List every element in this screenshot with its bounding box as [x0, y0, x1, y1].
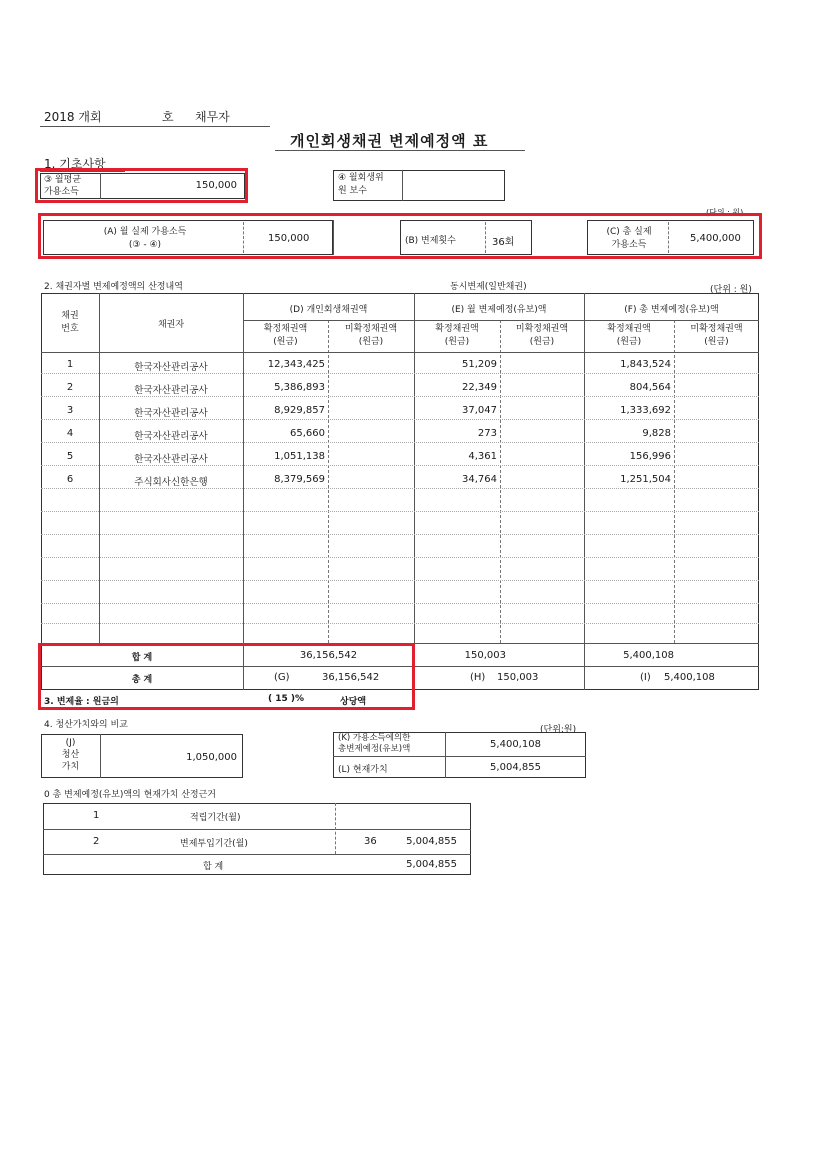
row-e-value: 4,361	[468, 451, 497, 462]
row-no: 4	[66, 428, 74, 439]
row-sep	[41, 419, 759, 420]
basis-vline	[335, 803, 336, 854]
row-sep	[41, 465, 759, 466]
row-creditor: 주식회사신한은행	[134, 477, 208, 488]
row-creditor: 한국자산관리공사	[134, 454, 208, 465]
row-f-value: 9,828	[642, 428, 671, 439]
basis-row1-label: 적립기간(월)	[190, 813, 241, 823]
row-no: 5	[66, 451, 74, 462]
total-income-label-line1: (C) 총 실제	[606, 227, 652, 237]
row-sep	[41, 623, 759, 624]
monthly-income-label-line2: (③ - ④)	[128, 240, 162, 250]
sum-d-value: 36,156,542	[299, 650, 358, 661]
k-label-line2: 총변제예정(유보)액	[338, 744, 411, 754]
basis-sum-label: 합 계	[203, 862, 224, 872]
monthly-income-label-line1: (A) 월 실제 가용소득	[103, 227, 187, 237]
col-f-unconfirmed-principal: (원금)	[704, 337, 729, 347]
col-d-unconfirmed-label: 미확정채권액	[344, 324, 398, 334]
table-hline-group	[243, 320, 759, 321]
row-d-value: 12,343,425	[267, 359, 325, 370]
table-vline-e-sub	[500, 320, 501, 643]
sum-label: 합 계	[131, 653, 153, 663]
liquidation-label	[41, 737, 100, 773]
row-f-value: 1,843,524	[620, 359, 671, 370]
repayment-rate-value: ( 15 )%	[268, 694, 305, 704]
section2-heading: 2. 채권자별 변제예정액의 산정내역	[44, 282, 183, 292]
col-d-unconfirmed	[328, 323, 414, 349]
col-f-confirmed-principal: (원금)	[616, 337, 642, 347]
row-f-value: 1,333,692	[620, 405, 671, 416]
section4-unit: (단위:원)	[540, 725, 577, 735]
row-d-value: 8,379,569	[274, 474, 325, 485]
basis-hline-1	[43, 829, 471, 830]
basis-row1-no: 1	[93, 810, 100, 821]
grand-i-value: 5,400,108	[664, 672, 715, 683]
row-no: 2	[66, 382, 74, 393]
case-ho-label: 호	[162, 110, 174, 124]
case-year-label: 2018 개회	[44, 110, 102, 124]
row-e-value: 273	[477, 428, 497, 439]
table-hline-header	[41, 352, 759, 353]
payment-count-label: (B) 변제횟수	[405, 236, 456, 246]
row-e-value: 51,209	[462, 359, 497, 370]
section4-heading: 4. 청산가치와의 비교	[44, 720, 128, 730]
row-no: 1	[66, 359, 74, 370]
section1-heading: 1. 기초사항	[44, 157, 106, 171]
row-d-value: 8,929,857	[274, 405, 325, 416]
col-e-confirmed-label: 확정채권액	[435, 324, 479, 334]
payment-method: 동시변제(일반채권)	[450, 282, 527, 292]
col-e-confirmed	[414, 323, 500, 349]
row-f-value: 1,251,504	[620, 474, 671, 485]
col-d-confirmed-principal: (원금)	[273, 337, 298, 347]
col-f-unconfirmed-label: 미확정채권액	[690, 324, 743, 334]
basis-row2-value: 5,004,855	[406, 836, 457, 847]
row-e-value: 22,349	[462, 382, 497, 393]
row-f-value: 804,564	[629, 382, 671, 393]
sum-e-value: 150,003	[464, 650, 506, 661]
grand-total-label: 총 계	[131, 675, 153, 685]
col-creditor-no-line2: 번호	[61, 324, 79, 334]
liquidation-value: 1,050,000	[186, 752, 237, 763]
col-e-unconfirmed-label: 미확정채권액	[515, 324, 569, 334]
avg-income-value: 150,000	[195, 180, 237, 191]
col-group-d: (D) 개인회생채권액	[289, 305, 368, 315]
col-d-confirmed	[243, 323, 328, 349]
col-d-unconfirmed-principal: (원금)	[358, 337, 384, 347]
row-creditor: 한국자산관리공사	[134, 431, 208, 442]
monthly-income-value: 150,000	[268, 233, 310, 244]
repayment-rate-prefix: 3. 변제율 : 원금의	[44, 697, 119, 707]
row-d-value: 65,660	[290, 428, 325, 439]
row-f-value: 156,996	[629, 451, 671, 462]
k-value: 5,400,108	[490, 739, 541, 750]
grand-h-label: (H)	[470, 672, 486, 683]
l-value: 5,004,855	[490, 762, 541, 773]
row-sep	[41, 580, 759, 581]
k-label-line1: (K) 가용소득에의한	[338, 733, 411, 743]
trustee-fee-label-line1: ④ 월회생위	[338, 173, 384, 183]
highlight-total-rate	[38, 643, 415, 710]
header-underline	[40, 126, 270, 127]
table-vline-d-sub	[328, 320, 329, 643]
avg-income-label-line1: ③ 월평균	[44, 175, 82, 185]
col-f-unconfirmed	[674, 323, 759, 349]
liquidation-label-line2: 청산	[61, 750, 80, 760]
trustee-fee-label	[338, 172, 384, 198]
row-sep	[41, 603, 759, 604]
section1-unit: (단위 : 원)	[706, 208, 744, 217]
liquidation-label-line1: (J)	[65, 738, 76, 748]
avg-income-label-line2: 가용소득	[44, 187, 79, 197]
highlight-monthly-row	[38, 213, 762, 259]
row-sep	[41, 511, 759, 512]
row-d-value: 1,051,138	[274, 451, 325, 462]
row-d-value: 5,386,893	[274, 382, 325, 393]
col-f-confirmed-label: 확정채권액	[607, 324, 651, 334]
basis-hline-2	[43, 854, 471, 855]
row-sep	[41, 396, 759, 397]
row-no: 3	[66, 405, 74, 416]
row-creditor: 한국자산관리공사	[134, 362, 208, 373]
grand-g-label: (G)	[274, 672, 290, 683]
trustee-fee-divider	[402, 170, 403, 201]
section5-heading: 0 총 변제예정(유보)액의 현재가치 산정근거	[44, 790, 216, 800]
basis-row2-no: 2	[93, 836, 100, 847]
document-title: 개인회생채권 변제예정액 표	[290, 132, 489, 150]
col-e-confirmed-principal: (원금)	[444, 337, 470, 347]
row-e-value: 34,764	[462, 474, 497, 485]
title-underline	[275, 150, 525, 151]
col-creditor-no-line1: 채권	[61, 311, 79, 321]
liquidation-label-line3: 가치	[61, 762, 80, 772]
row-sep	[41, 557, 759, 558]
row-sep	[41, 373, 759, 374]
col-e-unconfirmed	[500, 323, 584, 349]
row-sep	[41, 442, 759, 443]
table-vline-f-sub	[674, 320, 675, 643]
row-no: 6	[66, 474, 74, 485]
payment-count-value: 36회	[492, 237, 515, 248]
table-vline-no	[99, 293, 100, 643]
row-creditor: 한국자산관리공사	[134, 408, 208, 419]
highlight-avg-income	[35, 168, 248, 203]
col-creditor: 채권자	[157, 320, 185, 330]
col-group-f: (F) 총 변제예정(유보)액	[624, 305, 719, 315]
section2-unit: (단위 : 원)	[710, 285, 752, 295]
row-creditor: 한국자산관리공사	[134, 385, 208, 396]
basis-sum-value: 5,004,855	[406, 859, 457, 870]
trustee-fee-label-line2: 원 보수	[338, 186, 367, 196]
grand-i-label: (I)	[640, 672, 651, 683]
total-income-label-line2: 가용소득	[611, 240, 647, 250]
sum-f-value: 5,400,108	[623, 650, 674, 661]
col-group-e: (E) 월 변제예정(유보)액	[451, 305, 547, 315]
basis-row2-months: 36	[364, 836, 377, 847]
row-e-value: 37,047	[462, 405, 497, 416]
present-value-hline	[333, 756, 586, 757]
row-sep	[41, 534, 759, 535]
basis-row2-label: 변제투입기간(월)	[180, 839, 248, 849]
total-income-value: 5,400,000	[690, 233, 741, 244]
grand-h-value: 150,003	[497, 672, 539, 683]
col-creditor-no	[41, 310, 99, 336]
grand-g-value: 36,156,542	[322, 672, 380, 683]
l-label: (L) 현재가치	[338, 765, 388, 775]
col-f-confirmed	[584, 323, 674, 349]
row-sep	[41, 488, 759, 489]
col-d-confirmed-label: 확정채권액	[263, 324, 308, 334]
col-e-unconfirmed-principal: (원금)	[529, 337, 555, 347]
k-label	[338, 733, 410, 755]
debtor-label: 채무자	[195, 110, 230, 124]
repayment-rate-suffix: 상당액	[340, 697, 367, 707]
